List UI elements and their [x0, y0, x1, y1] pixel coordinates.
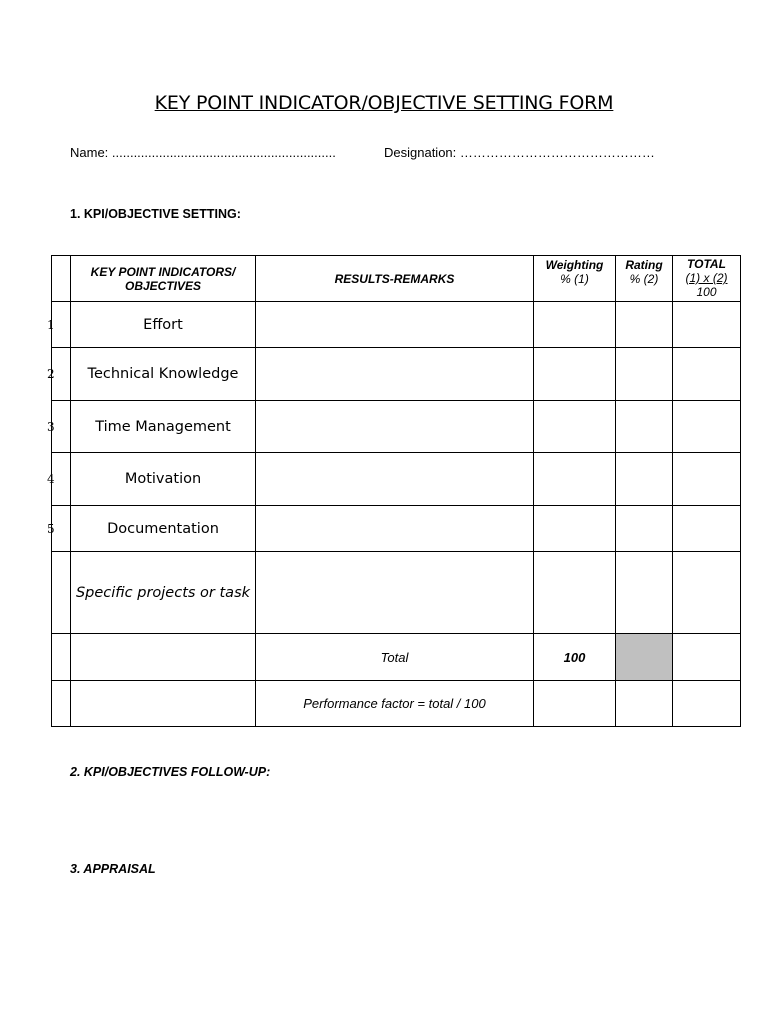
row-number: 3	[52, 401, 71, 453]
header-number-cell	[52, 256, 71, 302]
weighting-cell[interactable]	[534, 348, 616, 401]
total-cell[interactable]	[673, 506, 741, 552]
rating-cell[interactable]	[616, 401, 673, 453]
performance-factor-label: Performance factor = total / 100	[256, 681, 534, 727]
total-label: Total	[256, 634, 534, 681]
total-cell[interactable]	[673, 401, 741, 453]
kpi-table	[47, 255, 741, 727]
table-row	[52, 348, 741, 401]
total-cell[interactable]	[673, 302, 741, 348]
weighting-cell[interactable]	[534, 453, 616, 506]
row-number: 2	[52, 348, 71, 401]
name-field-line: Name: ..............................................................	[70, 145, 336, 160]
row-number: 4	[52, 453, 71, 506]
table-header-row	[52, 256, 741, 302]
header-total-divisor: 100	[696, 285, 717, 299]
section-heading-kpi-setting: 1. KPI/OBJECTIVE SETTING:	[70, 207, 241, 221]
table-row	[52, 302, 741, 348]
blank-cell	[52, 634, 71, 681]
header-rating	[616, 256, 673, 302]
total-cell[interactable]	[673, 453, 741, 506]
blank-cell	[71, 681, 256, 727]
results-cell[interactable]	[256, 302, 534, 348]
header-kpi: KEY POINT INDICATORS/ OBJECTIVES	[71, 256, 256, 302]
designation-field-line: Designation: ………………………………………	[384, 145, 655, 160]
header-weighting-sub: % (1)	[560, 272, 589, 286]
header-rating-sub: % (2)	[629, 272, 659, 286]
section-heading-appraisal: 3. APPRAISAL	[70, 862, 156, 876]
blank-cell	[71, 634, 256, 681]
kpi-label: Time Management	[71, 401, 256, 453]
rating-cell[interactable]	[616, 348, 673, 401]
results-cell[interactable]	[256, 348, 534, 401]
results-cell[interactable]	[256, 506, 534, 552]
section-heading-follow-up: 2. KPI/OBJECTIVES FOLLOW-UP:	[70, 765, 271, 779]
kpi-label: Technical Knowledge	[71, 348, 256, 401]
total-cell[interactable]	[673, 552, 741, 634]
table-row	[52, 506, 741, 552]
table-row	[52, 401, 741, 453]
weighting-cell[interactable]	[534, 552, 616, 634]
kpi-label: Specific projects or task	[71, 552, 256, 634]
weighting-cell[interactable]	[534, 302, 616, 348]
header-weighting-label: Weighting	[545, 258, 604, 272]
weighting-cell[interactable]	[534, 506, 616, 552]
results-cell[interactable]	[256, 552, 534, 634]
header-total-formula: (1) x (2)	[685, 271, 728, 285]
row-number: 1	[52, 302, 71, 348]
row-number: 5	[52, 506, 71, 552]
performance-factor-value-cell[interactable]	[673, 681, 741, 727]
header-rating-label: Rating	[625, 258, 663, 272]
rating-cell[interactable]	[616, 302, 673, 348]
total-row	[52, 634, 741, 681]
results-cell[interactable]	[256, 453, 534, 506]
form-title: KEY POINT INDICATOR/OBJECTIVE SETTING FORM	[154, 92, 614, 114]
total-sum-cell[interactable]	[673, 634, 741, 681]
blank-cell	[52, 681, 71, 727]
rating-cell[interactable]	[616, 506, 673, 552]
rating-cell[interactable]	[616, 453, 673, 506]
blank-cell	[534, 681, 616, 727]
kpi-label: Motivation	[71, 453, 256, 506]
header-results: RESULTS-REMARKS	[256, 256, 534, 302]
table-row	[52, 552, 741, 634]
header-total	[673, 256, 741, 302]
table-row	[52, 453, 741, 506]
row-number	[52, 552, 71, 634]
total-cell[interactable]	[673, 348, 741, 401]
blank-cell	[616, 681, 673, 727]
rating-cell[interactable]	[616, 552, 673, 634]
kpi-label: Documentation	[71, 506, 256, 552]
total-weighting-value: 100	[534, 634, 616, 681]
header-total-label: TOTAL	[687, 257, 726, 271]
results-cell[interactable]	[256, 401, 534, 453]
shaded-rating-cell	[616, 634, 673, 681]
weighting-cell[interactable]	[534, 401, 616, 453]
kpi-label: Effort	[71, 302, 256, 348]
performance-factor-row	[52, 681, 741, 727]
header-weighting	[534, 256, 616, 302]
